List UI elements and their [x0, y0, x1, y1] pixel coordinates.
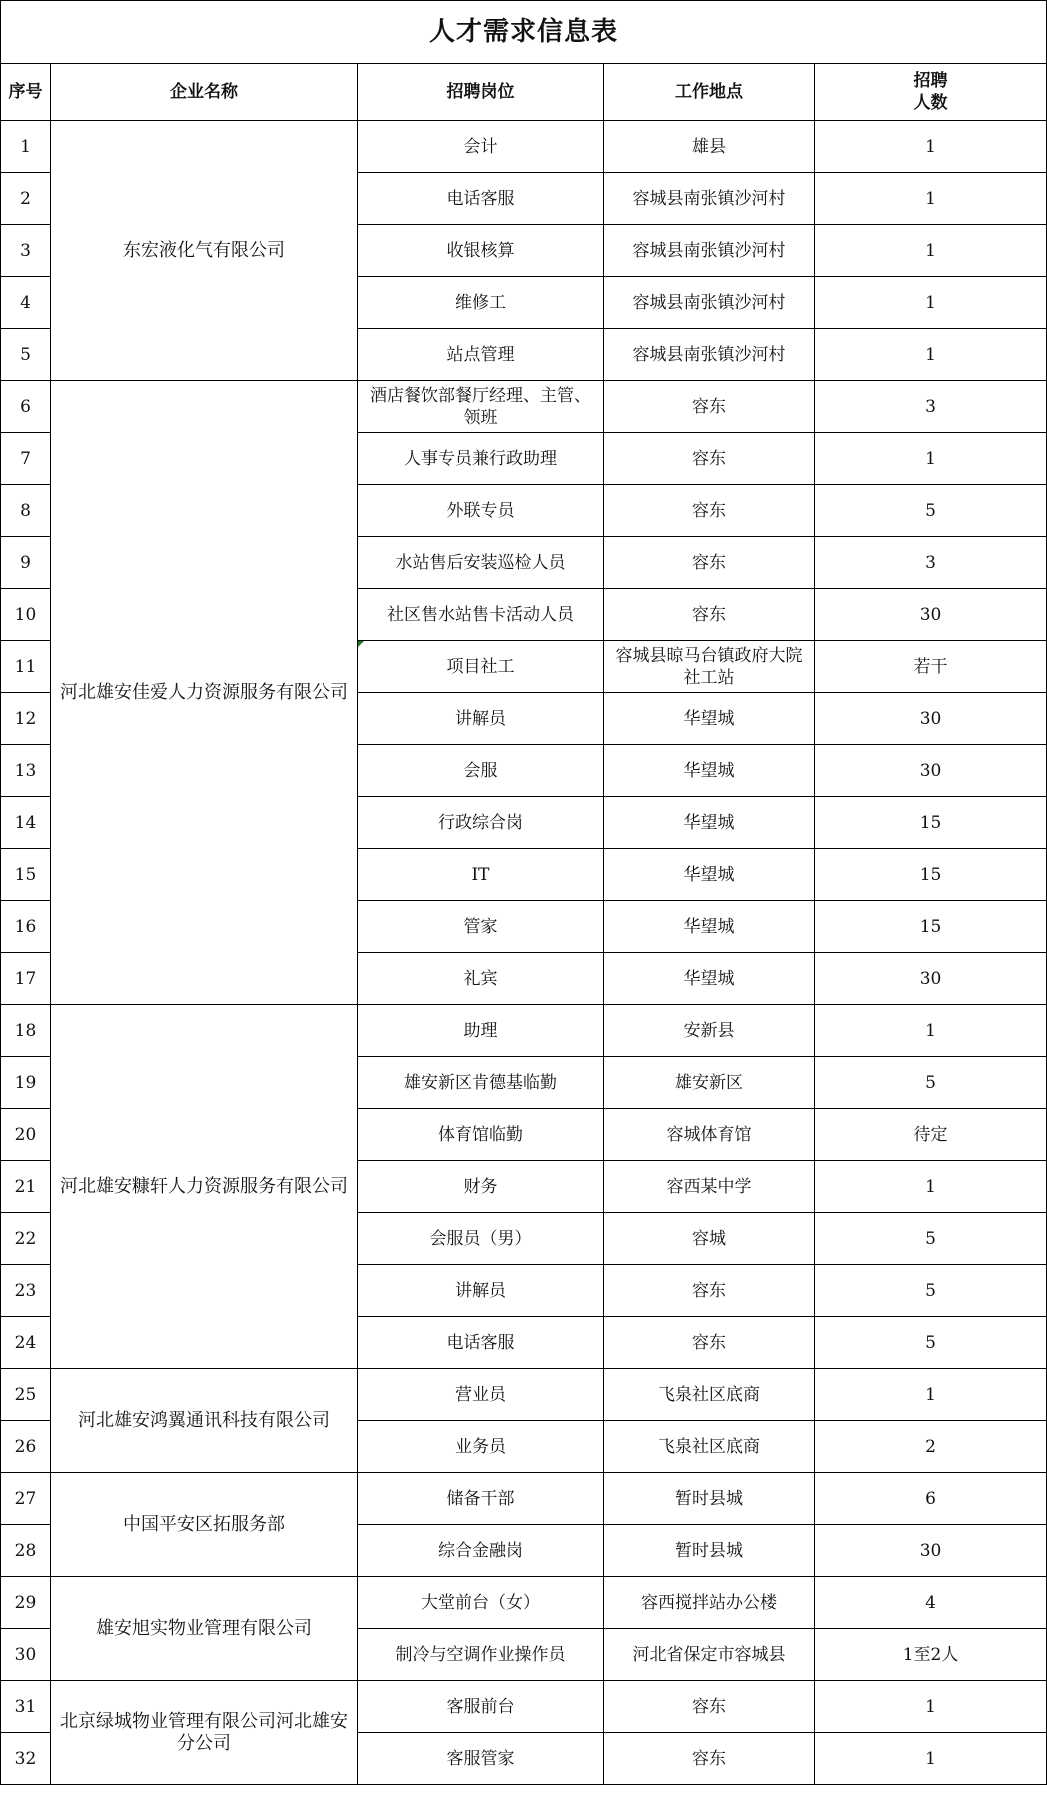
count-cell[interactable]: 6 [815, 1473, 1047, 1525]
location-cell[interactable]: 容城县南张镇沙河村 [604, 329, 815, 381]
position-cell[interactable]: 人事专员兼行政助理 [358, 433, 604, 485]
count-cell[interactable]: 30 [815, 693, 1047, 745]
location-cell[interactable]: 容城县南张镇沙河村 [604, 173, 815, 225]
position-cell[interactable]: 会服员（男） [358, 1213, 604, 1265]
count-cell[interactable]: 1 [815, 329, 1047, 381]
seq-cell[interactable]: 5 [1, 329, 51, 381]
position-cell[interactable]: 客服管家 [358, 1733, 604, 1785]
location-cell[interactable]: 飞泉社区底商 [604, 1421, 815, 1473]
location-cell[interactable]: 容东 [604, 1681, 815, 1733]
seq-cell[interactable]: 13 [1, 745, 51, 797]
location-cell[interactable]: 河北省保定市容城县 [604, 1629, 815, 1681]
company-cell[interactable]: 东宏液化气有限公司 [51, 121, 358, 381]
count-cell[interactable]: 15 [815, 797, 1047, 849]
seq-cell[interactable]: 23 [1, 1265, 51, 1317]
count-cell[interactable]: 1 [815, 1733, 1047, 1785]
location-cell[interactable]: 华望城 [604, 953, 815, 1005]
company-cell[interactable]: 北京绿城物业管理有限公司河北雄安分公司 [51, 1681, 358, 1785]
count-cell[interactable]: 3 [815, 537, 1047, 589]
location-cell[interactable]: 容城体育馆 [604, 1109, 815, 1161]
position-cell[interactable]: 雄安新区肯德基临勤 [358, 1057, 604, 1109]
header-count[interactable] [815, 64, 1047, 121]
seq-cell[interactable]: 7 [1, 433, 51, 485]
table-row [1, 1473, 1047, 1525]
position-cell[interactable]: 水站售后安装巡检人员 [358, 537, 604, 589]
count-cell[interactable]: 1 [815, 1005, 1047, 1057]
location-cell[interactable]: 暂时县城 [604, 1525, 815, 1577]
seq-cell[interactable]: 21 [1, 1161, 51, 1213]
position-cell[interactable]: 外联专员 [358, 485, 604, 537]
position-cell[interactable]: 站点管理 [358, 329, 604, 381]
header-position[interactable]: 招聘岗位 [358, 64, 604, 121]
header-count-line2: 人数 [913, 93, 948, 113]
seq-cell[interactable]: 28 [1, 1525, 51, 1577]
location-cell[interactable]: 容东 [604, 1265, 815, 1317]
position-cell[interactable]: 会计 [358, 121, 604, 173]
count-cell[interactable]: 5 [815, 485, 1047, 537]
count-cell[interactable]: 1 [815, 121, 1047, 173]
count-cell[interactable]: 1 [815, 1369, 1047, 1421]
count-cell[interactable]: 若干 [815, 641, 1047, 693]
location-cell[interactable]: 容东 [604, 433, 815, 485]
position-cell[interactable]: 管家 [358, 901, 604, 953]
seq-cell[interactable]: 8 [1, 485, 51, 537]
seq-cell[interactable]: 10 [1, 589, 51, 641]
position-cell[interactable]: 电话客服 [358, 1317, 604, 1369]
position-cell[interactable]: IT [358, 849, 604, 901]
table-title[interactable]: 人才需求信息表 [1, 1, 1047, 64]
company-cell[interactable]: 河北雄安鸿翼通讯科技有限公司 [51, 1369, 358, 1473]
position-cell[interactable]: 大堂前台（女） [358, 1577, 604, 1629]
count-cell[interactable]: 1 [815, 173, 1047, 225]
location-cell[interactable]: 飞泉社区底商 [604, 1369, 815, 1421]
table-row [1, 1681, 1047, 1733]
table-row [1, 1577, 1047, 1629]
company-cell[interactable]: 河北雄安糠轩人力资源服务有限公司 [51, 1005, 358, 1369]
seq-cell[interactable]: 27 [1, 1473, 51, 1525]
position-cell[interactable]: 体育馆临勤 [358, 1109, 604, 1161]
count-cell[interactable]: 5 [815, 1265, 1047, 1317]
seq-cell[interactable]: 24 [1, 1317, 51, 1369]
seq-cell[interactable]: 16 [1, 901, 51, 953]
company-cell[interactable]: 雄安旭实物业管理有限公司 [51, 1577, 358, 1681]
count-cell[interactable]: 1 [815, 1681, 1047, 1733]
count-cell[interactable]: 1 [815, 1161, 1047, 1213]
position-cell[interactable]: 业务员 [358, 1421, 604, 1473]
count-cell[interactable]: 30 [815, 589, 1047, 641]
header-company[interactable]: 企业名称 [51, 64, 358, 121]
position-cell[interactable]: 会服 [358, 745, 604, 797]
position-cell[interactable]: 助理 [358, 1005, 604, 1057]
seq-cell[interactable]: 17 [1, 953, 51, 1005]
count-cell[interactable]: 1 [815, 433, 1047, 485]
count-cell[interactable]: 5 [815, 1317, 1047, 1369]
location-cell[interactable]: 容东 [604, 1733, 815, 1785]
count-cell[interactable]: 待定 [815, 1109, 1047, 1161]
count-cell[interactable]: 30 [815, 953, 1047, 1005]
seq-cell[interactable]: 31 [1, 1681, 51, 1733]
seq-cell[interactable]: 30 [1, 1629, 51, 1681]
position-cell[interactable]: 电话客服 [358, 173, 604, 225]
location-cell[interactable]: 容东 [604, 1317, 815, 1369]
position-cell[interactable]: 讲解员 [358, 1265, 604, 1317]
table-row [1, 381, 1047, 433]
location-cell[interactable]: 华望城 [604, 797, 815, 849]
position-cell[interactable]: 综合金融岗 [358, 1525, 604, 1577]
seq-cell[interactable]: 9 [1, 537, 51, 589]
count-cell[interactable]: 15 [815, 849, 1047, 901]
count-cell[interactable]: 1至2人 [815, 1629, 1047, 1681]
position-cell[interactable]: 财务 [358, 1161, 604, 1213]
count-cell[interactable]: 5 [815, 1213, 1047, 1265]
count-cell[interactable]: 1 [815, 225, 1047, 277]
location-cell[interactable]: 安新县 [604, 1005, 815, 1057]
table-row [1, 121, 1047, 173]
location-cell[interactable]: 容城县南张镇沙河村 [604, 277, 815, 329]
company-cell[interactable]: 中国平安区拓服务部 [51, 1473, 358, 1577]
location-cell[interactable]: 华望城 [604, 901, 815, 953]
count-cell[interactable]: 30 [815, 745, 1047, 797]
seq-cell[interactable]: 32 [1, 1733, 51, 1785]
count-cell[interactable]: 1 [815, 277, 1047, 329]
count-cell[interactable]: 30 [815, 1525, 1047, 1577]
location-cell[interactable]: 容西搅拌站办公楼 [604, 1577, 815, 1629]
location-cell[interactable]: 暂时县城 [604, 1473, 815, 1525]
seq-cell[interactable]: 1 [1, 121, 51, 173]
location-cell[interactable]: 华望城 [604, 849, 815, 901]
position-cell[interactable]: 客服前台 [358, 1681, 604, 1733]
company-cell[interactable]: 河北雄安佳爱人力资源服务有限公司 [51, 381, 358, 1005]
position-cell[interactable]: 营业员 [358, 1369, 604, 1421]
position-cell[interactable]: 礼宾 [358, 953, 604, 1005]
position-cell[interactable]: 制冷与空调作业操作员 [358, 1629, 604, 1681]
header-count-line1: 招聘 [913, 71, 948, 91]
position-cell[interactable]: 收银核算 [358, 225, 604, 277]
table-row [1, 1369, 1047, 1421]
location-cell[interactable]: 容西某中学 [604, 1161, 815, 1213]
seq-cell[interactable]: 18 [1, 1005, 51, 1057]
location-cell[interactable]: 容东 [604, 381, 815, 433]
title-row [1, 1, 1047, 64]
comment-marker-icon[interactable] [358, 641, 364, 647]
header-seq[interactable]: 序号 [1, 64, 51, 121]
table-row [1, 1005, 1047, 1057]
seq-cell[interactable]: 26 [1, 1421, 51, 1473]
seq-cell[interactable]: 14 [1, 797, 51, 849]
seq-cell[interactable]: 15 [1, 849, 51, 901]
location-cell[interactable]: 雄县 [604, 121, 815, 173]
header-row [1, 64, 1047, 121]
location-cell[interactable]: 华望城 [604, 745, 815, 797]
header-location[interactable]: 工作地点 [604, 64, 815, 121]
position-cell[interactable]: 讲解员 [358, 693, 604, 745]
seq-cell[interactable]: 2 [1, 173, 51, 225]
location-cell[interactable]: 雄安新区 [604, 1057, 815, 1109]
count-cell[interactable]: 3 [815, 381, 1047, 433]
position-text: 项目社工 [446, 656, 515, 677]
count-cell[interactable]: 2 [815, 1421, 1047, 1473]
location-cell[interactable]: 华望城 [604, 693, 815, 745]
location-cell[interactable]: 容城 [604, 1213, 815, 1265]
position-cell[interactable]: 维修工 [358, 277, 604, 329]
seq-cell[interactable]: 11 [1, 641, 51, 693]
count-cell[interactable]: 15 [815, 901, 1047, 953]
seq-cell[interactable]: 4 [1, 277, 51, 329]
position-cell[interactable]: 社区售水站售卡活动人员 [358, 589, 604, 641]
seq-cell[interactable]: 22 [1, 1213, 51, 1265]
location-cell[interactable]: 容城县晾马台镇政府大院 社工站 [604, 641, 815, 693]
seq-cell[interactable]: 25 [1, 1369, 51, 1421]
seq-cell[interactable]: 29 [1, 1577, 51, 1629]
location-cell[interactable]: 容东 [604, 589, 815, 641]
position-cell[interactable]: 储备干部 [358, 1473, 604, 1525]
position-cell[interactable]: 酒店餐饮部餐厅经理、主管、领班 [358, 381, 604, 433]
location-cell[interactable]: 容城县南张镇沙河村 [604, 225, 815, 277]
position-cell[interactable]: 行政综合岗 [358, 797, 604, 849]
location-cell[interactable]: 容东 [604, 537, 815, 589]
count-cell[interactable]: 5 [815, 1057, 1047, 1109]
seq-cell[interactable]: 12 [1, 693, 51, 745]
location-cell[interactable]: 容东 [604, 485, 815, 537]
seq-cell[interactable]: 19 [1, 1057, 51, 1109]
seq-cell[interactable]: 6 [1, 381, 51, 433]
seq-cell[interactable]: 20 [1, 1109, 51, 1161]
position-cell[interactable] [358, 641, 604, 693]
count-cell[interactable]: 4 [815, 1577, 1047, 1629]
seq-cell[interactable]: 3 [1, 225, 51, 277]
